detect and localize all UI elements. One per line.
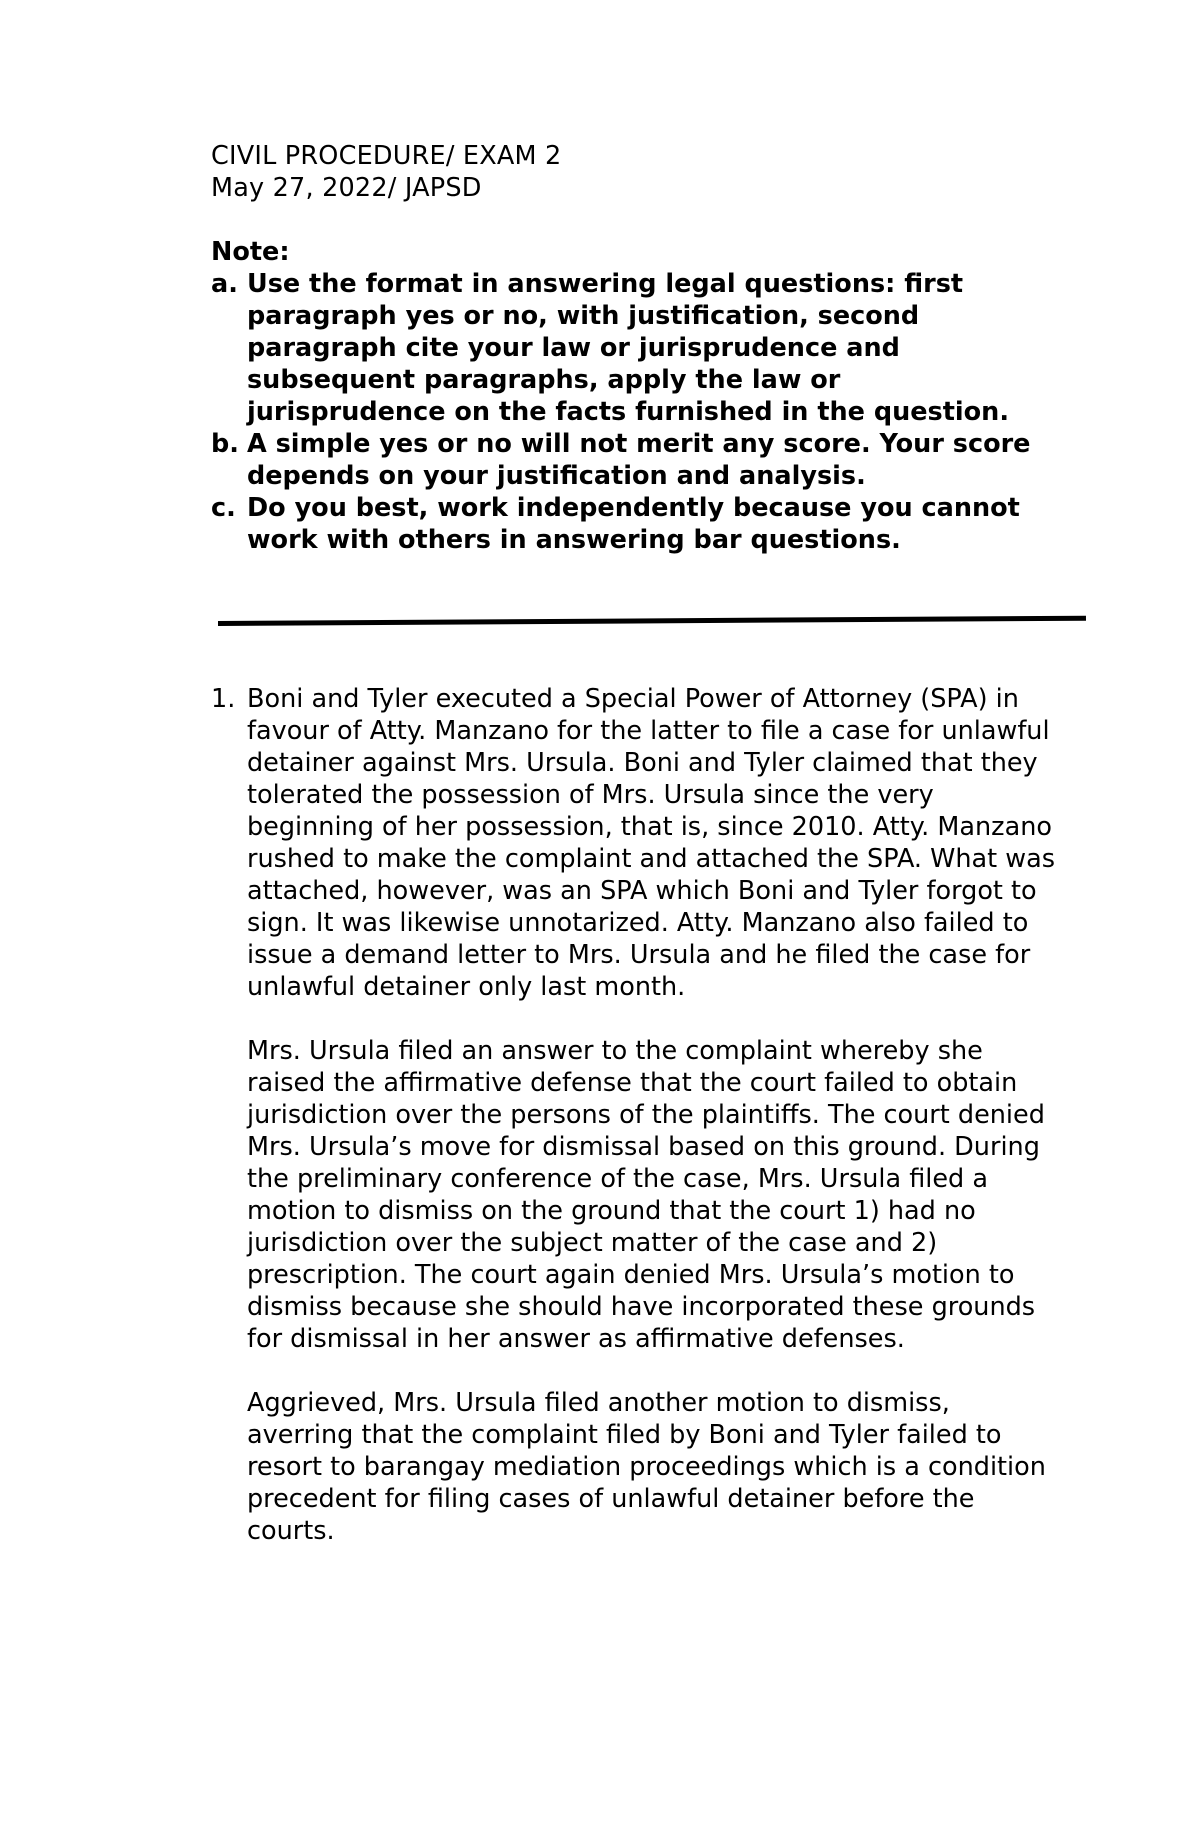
question-paragraph: Boni and Tyler executed a Special Power of Attorney (SPA) in favour of Atty. Manzano for the latter to file a case for unlawful detainer against Mrs. Ursula. Boni and Tyler claimed that they tolerated the possession of Mrs. Ursula since the very beginning of her possession, that is, since 2010. Atty. Manzano rushed to make the complaint and attached the SPA. What was attached, however, was an SPA which Boni and Tyler forgot to sign. It was likewise unnotarized. Atty. Manzano also failed to issue a demand letter to Mrs. Ursula and he filed the case for unlawful detainer only last month. [247, 684, 1056, 1002]
document-header [211, 140, 561, 204]
exam-title: CIVIL PROCEDURE/ EXAM 2 [211, 141, 562, 171]
note-item-marker: b. [211, 429, 239, 459]
note-item-marker: c. [211, 493, 236, 523]
question-1 [211, 683, 1061, 1579]
question-paragraph: Mrs. Ursula filed an answer to the complaint whereby she raised the affirmative defense that the court failed to obtain jurisdiction over the persons of the plaintiffs. The court denied Mrs. Ursula’s move for dismissal based on this ground. During the preliminary conference of the case, Mrs. Ursula filed a motion to dismiss on the ground that the court 1) had no jurisdiction over the subject matter of the case and 2) prescription. The court again denied Mrs. Ursula’s motion to dismiss because she should have incorporated these grounds for dismissal in her answer as affirmative defenses. [247, 1036, 1045, 1354]
question-body [211, 683, 1061, 1547]
note-item-c [211, 492, 1041, 556]
note-item-a [211, 268, 1041, 428]
note-item-text: Use the format in answering legal questions: first paragraph yes or no, with justification, second paragraph cite your law or jurisprudence and subsequent paragraphs, apply the law or jurisprudence on the facts furnished in the question. [247, 269, 1010, 427]
note-label: Note: [211, 237, 290, 267]
note-list [211, 268, 1041, 556]
note-item-text: Do you best, work independently because you cannot work with others in answering bar questions. [247, 493, 1020, 555]
exam-date-line: May 27, 2022/ JAPSD [211, 173, 482, 203]
note-item-b [211, 428, 1041, 492]
question-number: 1. [211, 684, 236, 714]
section-divider-line [218, 616, 1086, 626]
note-item-text: A simple yes or no will not merit any score. Your score depends on your justification and analysis. [247, 429, 1031, 491]
question-paragraph: Aggrieved, Mrs. Ursula filed another motion to dismiss, averring that the complaint filed by Boni and Tyler failed to resort to barangay mediation proceedings which is a condition precedent for filing cases of unlawful detainer before the courts. [247, 1388, 1046, 1546]
note-item-marker: a. [211, 269, 238, 299]
